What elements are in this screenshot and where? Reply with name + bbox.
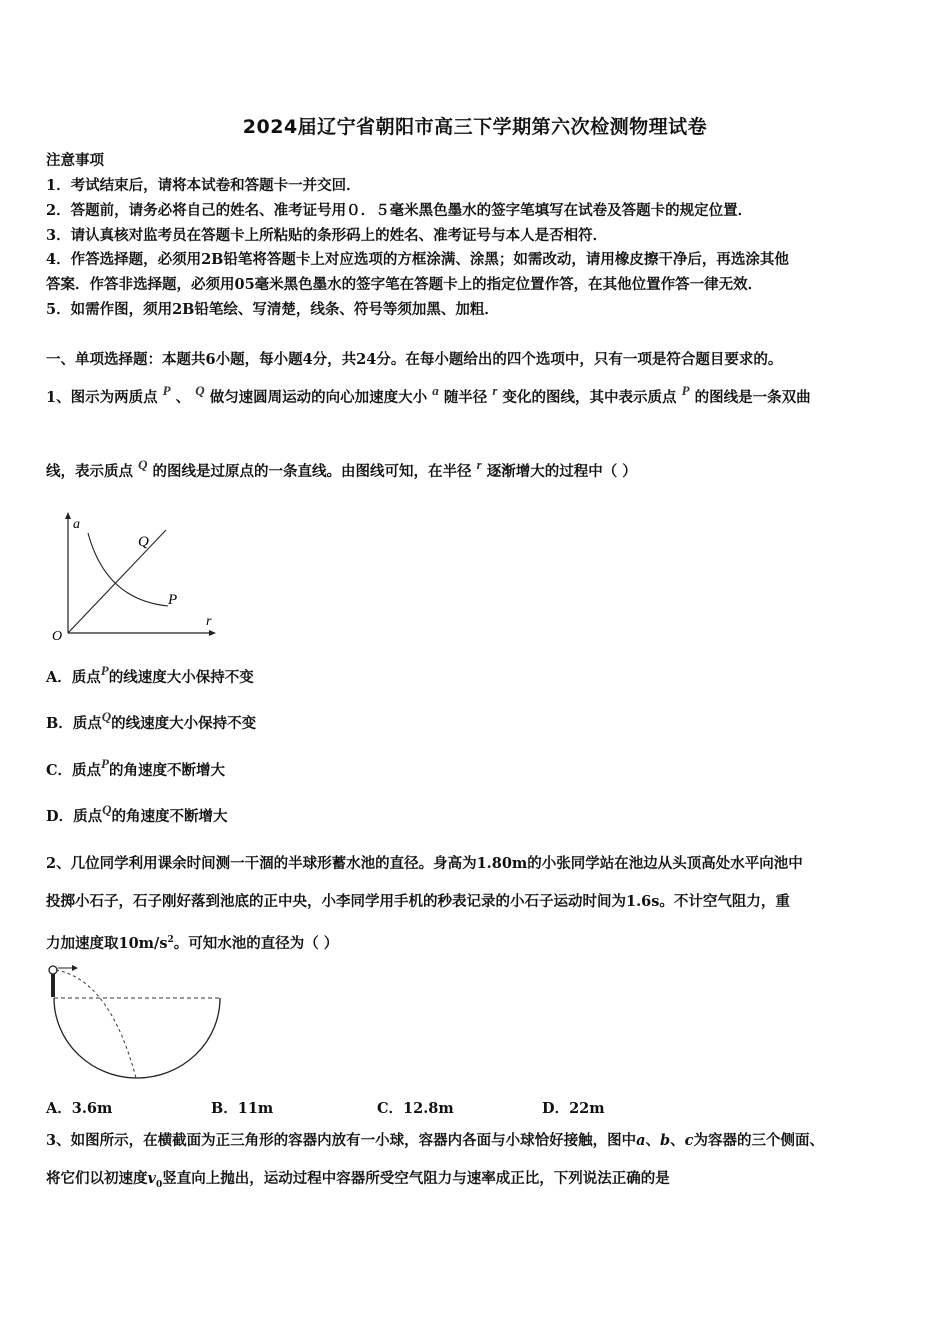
- option-symbol: Q: [101, 709, 112, 724]
- throw-arrow-head: [72, 965, 78, 971]
- graph-Q-label: Q: [138, 534, 149, 550]
- q2-text: 力加速度取10m/s: [46, 934, 168, 952]
- q1-text: 变化的图线，其中表示质点: [502, 389, 677, 406]
- symbol-Q: Q: [138, 457, 148, 472]
- symbol-r: r: [492, 383, 498, 398]
- notice-item: 5．如需作图，须用2B铅笔绘、写清楚，线条、符号等须加黑、加粗．: [46, 301, 499, 318]
- symbol-P: P: [681, 383, 690, 398]
- question-2-line-2: 投掷小石子，石子刚好落到池底的正中央，小李同学用手机的秒表记录的小石子运动时间为1.6s。不计空气阻力，重: [46, 893, 790, 910]
- q1-text: 线，表示质点: [46, 463, 133, 480]
- line-Q: [68, 530, 166, 633]
- option-a[interactable]: [46, 663, 254, 688]
- question-2-line-1: 2、几位同学利用课余时间测一干涸的半球形蓄水池的直径。身高为1.80m的小张同学站在池边从头顶高处水平向池中: [46, 855, 803, 872]
- graph-y-label: a: [73, 517, 80, 532]
- question-2-line-3: [46, 930, 338, 954]
- page-title: 2024届辽宁省朝阳市高三下学期第六次检测物理试卷: [242, 116, 708, 138]
- notice-item: 2．答题前，请务必将自己的姓名、准考证号用０．５毫米黑色墨水的签字笔填写在试卷及答题卡的规定位置．: [46, 202, 753, 219]
- symbol-Q: Q: [195, 383, 205, 398]
- section-heading: 一、单项选择题：本题共6小题，每小题4分，共24分。在每小题给出的四个选项中，只有一项是符合题目要求的。: [46, 351, 783, 368]
- q3-text: 将它们以初速度: [46, 1170, 148, 1187]
- option-d[interactable]: [46, 802, 228, 827]
- option-c[interactable]: C．12.8m: [377, 1100, 454, 1117]
- side-b: b: [660, 1132, 671, 1149]
- x-axis-arrow: [209, 630, 216, 636]
- option-text: 的线速度大小保持不变: [111, 715, 257, 732]
- q3-text: 、: [645, 1132, 660, 1149]
- q1-text: 的图线是过原点的一条直线。由图线可知，在半径: [152, 463, 472, 480]
- option-c[interactable]: [46, 756, 225, 781]
- option-text: 的线速度大小保持不变: [108, 669, 254, 686]
- option-a[interactable]: A．3.6m: [46, 1100, 113, 1117]
- q2-text: 。可知水池的直径为（ ）: [173, 934, 339, 952]
- q1-text: 的图线是一条双曲: [694, 389, 811, 406]
- side-c: c: [684, 1132, 694, 1149]
- option-symbol: Q: [102, 802, 112, 817]
- q1-text: 1、图示为两质点: [46, 389, 158, 406]
- option-key: D．质点: [46, 808, 103, 825]
- graph-P-label: P: [168, 592, 178, 608]
- q3-text: 为容器的三个侧面、: [693, 1132, 824, 1149]
- option-b[interactable]: B．11m: [211, 1100, 274, 1117]
- option-key: C．质点: [46, 762, 102, 779]
- question-1-line-2: [46, 457, 637, 482]
- option-key: B．质点: [46, 715, 102, 732]
- option-text: 的角速度不断增大: [109, 762, 225, 779]
- question-3-line-1: [46, 1131, 824, 1151]
- notice-item: 3．请认真核对监考员在答题卡上所粘贴的条形码上的姓名、准考证号与本人是否相符．: [46, 227, 608, 244]
- option-key: A．质点: [46, 669, 101, 686]
- q3-text: 3、如图所示，在横截面为正三角形的容器内放有一小球，容器内各面与小球恰好接触，图中: [46, 1132, 637, 1149]
- question-3-line-2: [46, 1169, 670, 1195]
- person-head: [49, 966, 57, 974]
- option-symbol: P: [100, 663, 109, 678]
- option-d[interactable]: D．22m: [542, 1100, 605, 1117]
- y-axis-arrow: [65, 512, 71, 519]
- q3-text: 、: [670, 1132, 685, 1149]
- stone-trajectory: [56, 970, 136, 1078]
- symbol-a: a: [432, 383, 439, 398]
- q1-text: 逐渐增大的过程中（ ）: [486, 463, 637, 480]
- notice-heading: 注意事项: [46, 152, 104, 169]
- q1-text: 、: [175, 389, 191, 406]
- notice-item: 4．作答选择题，必须用2B铅笔将答题卡上对应选项的方框涂满、涂黑；如需改动，请用橡皮擦干净后，再选涂其他: [46, 251, 789, 268]
- symbol-r: r: [476, 457, 482, 472]
- q1-graph: [46, 508, 226, 646]
- velocity-subscript: 0: [155, 1179, 163, 1190]
- velocity-symbol: v: [147, 1170, 156, 1187]
- graph-origin-label: O: [52, 629, 63, 644]
- pool-bowl: [54, 998, 220, 1078]
- q2-pool-diagram: [40, 962, 230, 1084]
- notice-item: 1．考试结束后，请将本试卷和答题卡一并交回．: [46, 177, 361, 194]
- question-1-line-1: [46, 383, 811, 408]
- q2-superscript: 2: [167, 935, 174, 945]
- q1-text: 做匀速圆周运动的向心加速度大小: [209, 389, 428, 406]
- option-text: 的角速度不断增大: [111, 808, 228, 825]
- symbol-P: P: [162, 383, 171, 398]
- option-symbol: P: [101, 756, 109, 771]
- q1-text: 随半径: [443, 389, 488, 406]
- side-a: a: [636, 1132, 646, 1149]
- option-b[interactable]: [46, 709, 257, 734]
- notice-item: 答案．作答非选择题，必须用05毫米黑色墨水的签字笔在答题卡上的指定位置作答，在其他位置作答一律无效．: [46, 276, 763, 293]
- graph-x-label: r: [206, 614, 212, 629]
- person-body: [51, 974, 55, 997]
- q3-text: 竖直向上抛出，运动过程中容器所受空气阻力与速率成正比，下列说法正确的是: [162, 1170, 670, 1187]
